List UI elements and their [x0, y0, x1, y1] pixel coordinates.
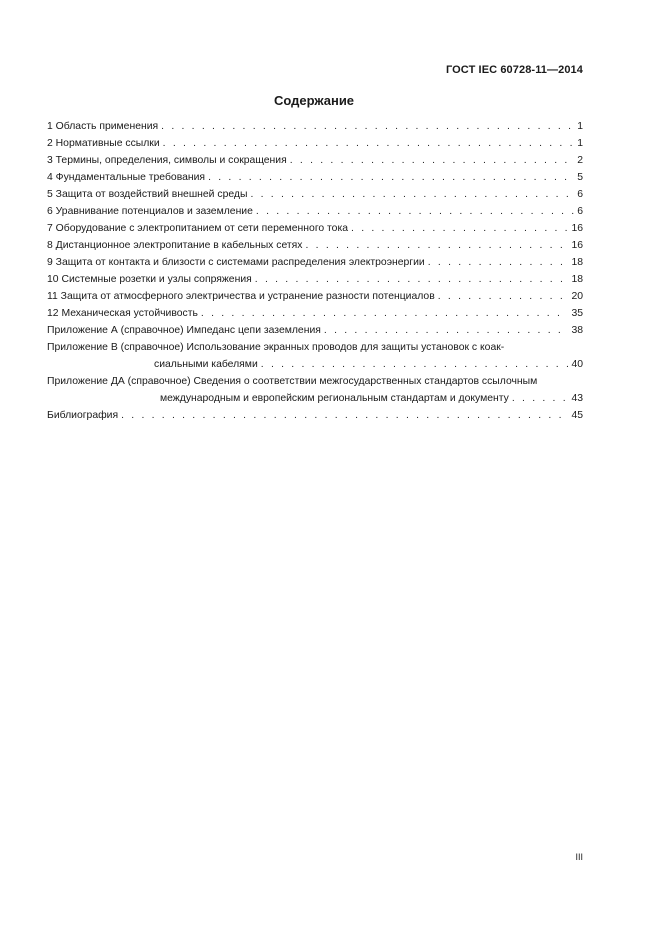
toc-entry-remote-power-feeding[interactable]	[47, 237, 583, 254]
toc-entry-annex-b[interactable]	[47, 339, 583, 373]
toc-entry-mechanical-stability[interactable]	[47, 305, 583, 322]
dot-leader	[305, 237, 568, 254]
toc-entry-text-line1: Приложение В (справочное) Использование экранных проводов для защиты установок с коак-	[47, 342, 505, 353]
toc-entry-text: 5 Защита от воздействий внешней среды	[47, 189, 248, 200]
dot-leader	[438, 288, 569, 305]
toc-entry-page: 6	[577, 189, 583, 200]
toc-entry-page: 5	[577, 172, 583, 183]
toc-entry-lightning-protection[interactable]	[47, 288, 583, 305]
toc-entry-annex-a[interactable]	[47, 322, 583, 339]
toc-entry-text-line1: Приложение ДА (справочное) Сведения о соответствии межгосударственных стандартов ссылочным	[47, 376, 538, 387]
dot-leader	[261, 356, 569, 373]
dot-leader	[121, 407, 568, 424]
toc-entry-text: 6 Уравнивание потенциалов и заземление	[47, 206, 253, 217]
toc-entry-text: 9 Защита от контакта и близости с системами распределения электроэнергии	[47, 257, 425, 268]
dot-leader	[290, 152, 575, 169]
dot-leader	[324, 322, 569, 339]
toc-entry-text: 4 Фундаментальные требования	[47, 172, 206, 183]
toc-entry-text: Библиография	[47, 410, 119, 421]
toc-entry-page: 43	[571, 393, 583, 404]
toc-entry-text: 1 Область применения	[47, 121, 159, 132]
toc-title: Содержание	[273, 93, 355, 108]
toc-entry-text: 7 Оборудование с электропитанием от сети переменного тока	[47, 223, 349, 234]
dot-leader	[256, 203, 574, 220]
toc-entry-system-outlets[interactable]	[47, 271, 583, 288]
toc-entry-equipotential-bonding[interactable]	[47, 203, 583, 220]
toc-entry-text: 11 Защита от атмосферного электричества и устранение разности потенциалов	[47, 291, 435, 302]
toc-entry-scope[interactable]	[47, 118, 583, 135]
dot-leader	[250, 186, 574, 203]
toc-entry-fundamental-requirements[interactable]	[47, 169, 583, 186]
toc-entry-page: 35	[571, 308, 583, 319]
toc-entry-text: 10 Системные розетки и узлы сопряжения	[47, 274, 252, 285]
page-number: III	[575, 852, 583, 862]
toc-entry-page: 1	[577, 121, 583, 132]
toc-entry-page: 40	[571, 359, 583, 370]
toc-entry-normative-references[interactable]	[47, 135, 583, 152]
toc-entry-annex-da[interactable]	[47, 373, 583, 407]
toc-entry-text-line2: сиальными кабелями	[154, 359, 258, 370]
toc-entry-text: 2 Нормативные ссылки	[47, 138, 160, 149]
toc-entry-page: 16	[571, 223, 583, 234]
dot-leader	[351, 220, 568, 237]
dot-leader	[201, 305, 569, 322]
document-standard-code: ГОСТ IEC 60728-11—2014	[445, 64, 583, 76]
toc-entry-page: 1	[577, 138, 583, 149]
toc-entry-page: 6	[577, 206, 583, 217]
dot-leader	[208, 169, 574, 186]
dot-leader	[512, 390, 569, 407]
toc-entry-power-distribution-protection[interactable]	[47, 254, 583, 271]
toc-entry-text: Приложение А (справочное) Импеданс цепи заземления	[47, 325, 321, 336]
dot-leader	[255, 271, 569, 288]
toc-entry-bibliography[interactable]	[47, 407, 583, 424]
toc-entry-text: 3 Термины, определения, символы и сокращения	[47, 155, 287, 166]
toc-entry-page: 18	[571, 257, 583, 268]
toc-entry-page: 38	[571, 325, 583, 336]
toc-entry-environmental-protection[interactable]	[47, 186, 583, 203]
table-of-contents	[47, 118, 583, 424]
toc-entry-text-line2: международным и европейским региональным стандартам и документу	[160, 393, 509, 404]
toc-entry-terms-definitions[interactable]	[47, 152, 583, 169]
toc-entry-text: 12 Механическая устойчивость	[47, 308, 198, 319]
toc-entry-page: 18	[571, 274, 583, 285]
toc-entry-text: 8 Дистанционное электропитание в кабельных сетях	[47, 240, 303, 251]
dot-leader	[163, 135, 575, 152]
toc-entry-page: 2	[577, 155, 583, 166]
toc-entry-page: 20	[571, 291, 583, 302]
toc-entry-page: 45	[571, 410, 583, 421]
dot-leader	[161, 118, 574, 135]
toc-entry-mains-powered-equipment[interactable]	[47, 220, 583, 237]
dot-leader	[428, 254, 569, 271]
toc-entry-page: 16	[571, 240, 583, 251]
